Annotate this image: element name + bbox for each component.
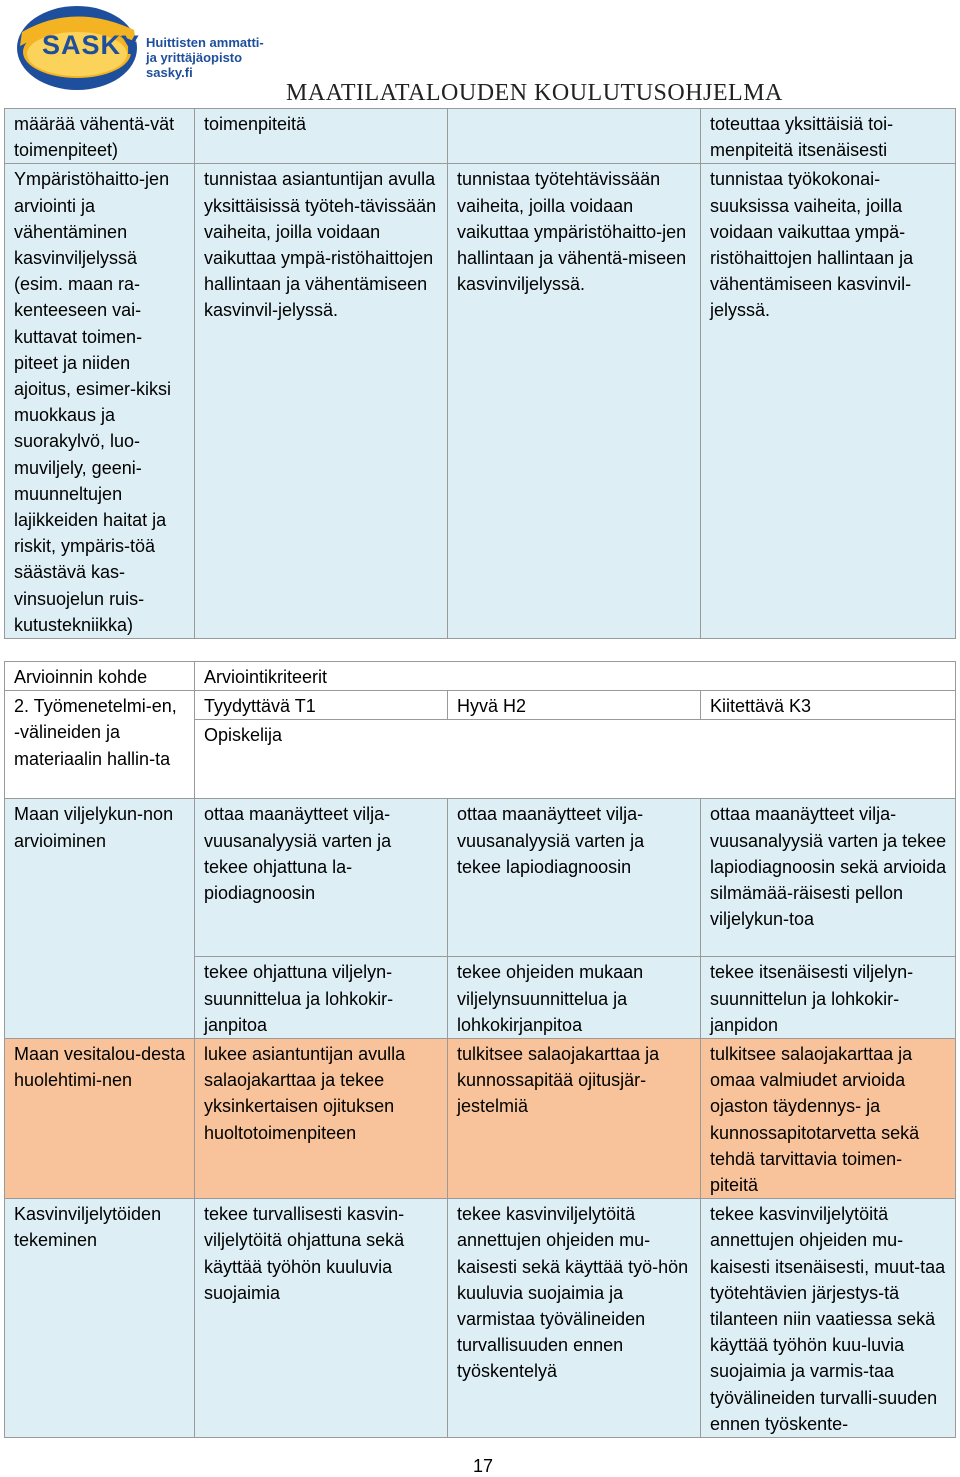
- header-cell: Opiskelija: [195, 720, 956, 799]
- table-cell: määrää vähentä-vät toimenpiteet): [5, 109, 195, 164]
- table-cell: tulkitsee salaojakarttaa ja kunnossapitää ojitusjär-jestelmiä: [448, 1039, 701, 1199]
- table-cell: Maan vesitalou-desta huolehtimi-nen: [5, 1039, 195, 1199]
- table-cell: ottaa maanäytteet vilja-vuusanalyysiä varten ja tekee ohjattuna la-piodiagnoosin: [195, 799, 448, 957]
- table-cell: tekee itsenäisesti viljelyn-suunnittelun ja lohkokir-janpidon: [701, 957, 956, 1039]
- table-cell: toimenpiteitä: [195, 109, 448, 164]
- table-cell: toteuttaa yksittäisiä toi-menpiteitä itsenäisesti: [701, 109, 956, 164]
- header-cell: Arviointikriteerit: [195, 662, 956, 691]
- table-cell: tunnistaa työkokonai-suuksissa vaiheita, joilla voidaan vaikuttaa ympä-ristöhaittojen hallintaan ja vähentämiseen kasvinvil-jelyssä.: [701, 164, 956, 639]
- criteria-table-main: [4, 661, 956, 1438]
- header-cell: 2. Työmenetelmi-en, -välineiden ja materiaalin hallin-ta: [5, 691, 195, 799]
- table-cell: tekee kasvinviljelytöitä annettujen ohjeiden mu-kaisesti itsenäisesti, muut-taa työtehtävien järjestys-tä tilanteen niin vaatiessa sekä käyttää työhön kuu-luvia suojaimia ja varmis-taa työvälineiden turvalli-suuden ennen työskente-: [701, 1199, 956, 1438]
- sasky-logo: [14, 2, 284, 102]
- table-row: [5, 1039, 956, 1199]
- table-cell: tulkitsee salaojakarttaa ja omaa valmiudet arvioida ojaston täydennys- ja kunnossapitotarvetta sekä tehdä tarvittavia toimen-piteitä: [701, 1039, 956, 1199]
- table-cell: tekee ohjattuna viljelyn-suunnittelua ja lohkokir-janpitoa: [195, 957, 448, 1039]
- table-cell: Kasvinviljelytöiden tekeminen: [5, 1199, 195, 1438]
- table-cell: tunnistaa työtehtävissään vaiheita, joilla voidaan vaikuttaa ympäristöhaitto-jen hallintaan ja vähentä-miseen kasvinviljelyssä.: [448, 164, 701, 639]
- page-number: 17: [473, 1456, 494, 1476]
- logo-tagline: [146, 35, 264, 80]
- table-cell: tekee turvallisesti kasvin-viljelytöitä ohjattuna sekä käyttää työhön kuuluvia suojaimia: [195, 1199, 448, 1438]
- table-row: [5, 799, 956, 957]
- table-cell: tekee ohjeiden mukaan viljelynsuunnittelua ja lohkokirjanpitoa: [448, 957, 701, 1039]
- table-cell: lukee asiantuntijan avulla salaojakarttaa ja tekee yksinkertaisen ojituksen huoltotoimenpiteen: [195, 1039, 448, 1199]
- table-header-row: [5, 691, 956, 720]
- table-cell: tekee kasvinviljelytöitä annettujen ohjeiden mu-kaisesti sekä käyttää työ-hön kuuluvia suojaimia ja varmistaa työvälineiden turvallisuuden ennen työskentelyä: [448, 1199, 701, 1438]
- table-cell: tunnistaa asiantuntijan avulla yksittäisissä työteh-tävissään vaiheita, joilla voidaan vaikuttaa ympä-ristöhaittojen hallintaan ja vähentämiseen kasvinvil-jelyssä.: [195, 164, 448, 639]
- logo-line-2: ja yrittäjäopisto: [146, 50, 243, 65]
- table-cell: [448, 109, 701, 164]
- logo-name: SASKY: [42, 30, 141, 60]
- table-row: [5, 1199, 956, 1438]
- table-row: [5, 109, 956, 164]
- criteria-table-top: [4, 108, 956, 639]
- program-title: MAATILATALOUDEN KOULUTUSOHJELMA: [286, 80, 783, 106]
- header-cell: Arvioinnin kohde: [5, 662, 195, 691]
- logo-line-1: Huittisten ammatti-: [146, 35, 264, 50]
- table-cell: Ympäristöhaitto-jen arviointi ja vähentäminen kasvinviljelyssä (esim. maan ra-kenteeseen vai-kuttavat toimen-piteet ja niiden ajoitus, esimer-kiksi muokkaus ja suorakylvö, luo-muviljely, geeni-muunneltujen lajikkeiden haitat ja riskit, ympäris-töä säästävä kas-vinsuojelun ruis-kutustekniikka): [5, 164, 195, 639]
- table-cell: Maan viljelykun-non arvioiminen: [5, 799, 195, 1039]
- header-cell: Hyvä H2: [448, 691, 701, 720]
- logo-line-3: sasky.fi: [146, 65, 193, 80]
- table-row: [5, 164, 956, 639]
- header-cell: Kiitettävä K3: [701, 691, 956, 720]
- table-cell: ottaa maanäytteet vilja-vuusanalyysiä varten ja tekee lapiodiagnoosin sekä arvioida silmämää-räisesti pellon viljelykun-toa: [701, 799, 956, 957]
- table-cell: ottaa maanäytteet vilja-vuusanalyysiä varten ja tekee lapiodiagnoosin: [448, 799, 701, 957]
- table-header-row: [5, 662, 956, 691]
- header-cell: Tyydyttävä T1: [195, 691, 448, 720]
